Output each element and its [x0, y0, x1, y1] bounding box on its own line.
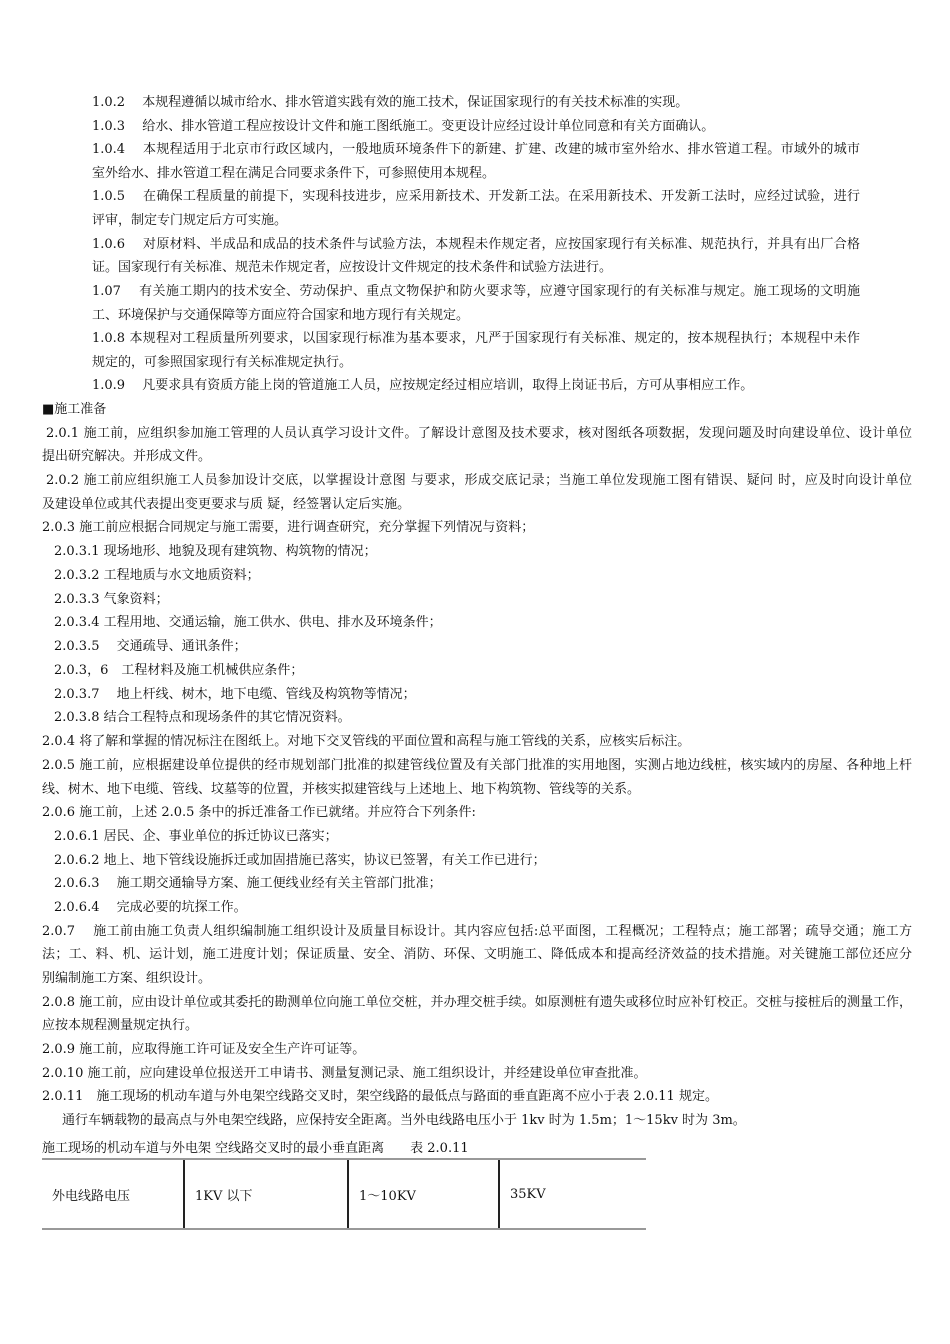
clause-2-0-3-2: 2.0.3.2 工程地质与水文地质资料； [54, 568, 260, 583]
table-number: 表 2.0.11 [410, 1141, 469, 1156]
clause-2-0-6-1: 2.0.6.1 居民、企、事业单位的拆迁协议已落实； [54, 829, 338, 844]
clause-2-0-6-2: 2.0.6.2 地上、地下管线设施拆迁或加固措施已落实，协议已签署，有关工作已进行； [54, 853, 546, 868]
clause-2-0-11-cont: 通行车辆载物的最高点与外电架空线路，应保持安全距离。当外电线路电压小于 1kv 时为 1.5m；1～15kv 时为 3m。 [62, 1113, 746, 1128]
clause-1-0-8-cont: 规定的，可参照国家现行有关标准规定执行。 [92, 355, 353, 370]
table-row [42, 1159, 646, 1229]
clause-2-0-11: 2.0.11 施工现场的机动车道与外电架空线路交叉时，架空线路的最低点与路面的垂直距离不应小于表 2.0.11 规定。 [42, 1089, 718, 1104]
clause-2-0-7-cont: 法；工、料、机、运计划，施工进度计划；保证质量、安全、消防、环保、文明施工、降低成本和提高经济效益的技术措施。对关键施工部位还应分 [42, 947, 912, 962]
clause-2-0-8: 2.0.8 施工前，应由设计单位或其委托的勘测单位向施工单位交桩，并办理交桩手续。如原测桩有遗失或移位时应补钉校正。交桩与接桩后的测量工作， [42, 995, 912, 1010]
voltage-clearance-table [42, 1158, 646, 1230]
clause-1-0-5: 1.0.5 在确保工程质量的前提下，实现科技进步，应采用新技术、开发新工法。在采用新技术、开发新工法时，应经过试验，进行 [92, 189, 860, 204]
clause-2-0-2: 2.0.2 施工前应组织施工人员参加设计交底，以掌握设计意图 与要求，形成交底记录；当施工单位发现施工图有错误、疑问 时，应及时向设计单位 [46, 473, 912, 488]
section-heading: ■施工准备 [42, 402, 107, 417]
clause-2-0-3-7: 2.0.3.7 地上杆线、树木，地下电缆、管线及构筑物等情况； [54, 687, 416, 702]
clause-2-0-2-cont: 及建设单位或其代表提出变更要求与质 疑，经签署认定后实施。 [42, 497, 411, 512]
table-caption-title: 施工现场的机动车道与外电架 空线路交叉时的最小垂直距离 [42, 1141, 385, 1156]
clause-2-0-1: 2.0.1 施工前，应组织参加施工管理的人员认真学习设计文件。了解设计意图及技术要求，核对图纸各项数据，发现问题及时向建设单位、设计单位 [46, 426, 912, 441]
clause-2-0-7-cont2: 别编制施工方案、组织设计。 [42, 971, 212, 986]
clause-1-0-3: 1.0.3 给水、排水管道工程应按设计文件和施工图纸施工。变更设计应经过设计单位同意和有关方面确认。 [92, 119, 715, 134]
table-cell: 1KV 以下 [184, 1159, 348, 1229]
clause-2-0-8-cont: 应按本规程测量规定执行。 [42, 1018, 199, 1033]
clause-1-0-6-cont: 证。国家现行有关标准、规范未作规定者，应按设计文件规定的技术条件和试验方法进行。 [92, 260, 613, 275]
clause-2-0-3-6: 2.0.3，6 工程材料及施工机械供应条件； [54, 663, 304, 678]
clause-1-0-7-cont: 工、环境保护与交通保障等方面应符合国家和地方现行有关规定。 [92, 308, 470, 323]
clause-1-0-9: 1.0.9 凡要求具有资质方能上岗的管道施工人员，应按规定经过相应培训，取得上岗证书后，方可从事相应工作。 [92, 378, 754, 393]
clause-2-0-7: 2.0.7 施工前由施工负责人组织编制施工组织设计及质量目标设计。其内容应包括:总平面图，工程概况；工程特点；施工部署；疏导交通；施工方 [42, 924, 912, 939]
clause-2-0-4: 2.0.4 将了解和掌握的情况标注在图纸上。对地下交叉管线的平面位置和高程与施工管线的关系，应核实后标注。 [42, 734, 691, 749]
clause-2-0-5: 2.0.5 施工前，应根据建设单位提供的经市规划部门批准的拟建管线位置及有关部门批准的实用地图，实测占地边线桩，核实域内的房屋、各种地上杆 [42, 758, 912, 773]
clause-2-0-3-8: 2.0.3.8 结合工程特点和现场条件的其它情况资料。 [54, 710, 351, 725]
clause-2-0-10: 2.0.10 施工前，应向建设单位报送开工申请书、测量复测记录、施工组织设计，并经建设单位审查批准。 [42, 1066, 647, 1081]
table-caption [42, 1137, 469, 1156]
clause-2-0-3-3: 2.0.3.3 气象资料； [54, 592, 169, 607]
clause-2-0-6-4: 2.0.6.4 完成必要的坑探工作。 [54, 900, 247, 915]
clause-2-0-3-1: 2.0.3.1 现场地形、地貌及现有建筑物、构筑物的情况； [54, 544, 377, 559]
clause-1-0-8: 1.0.8 本规程对工程质量所列要求，以国家现行标准为基本要求，凡严于国家现行有关标准、规定的，按本规程执行；本规程中未作 [92, 331, 860, 346]
clause-2-0-6-3: 2.0.6.3 施工期交通输导方案、施工便线业经有关主管部门批准； [54, 876, 442, 891]
clause-1-0-4-cont: 室外给水、排水管道工程在满足合同要求条件下，可参照使用本规程。 [92, 166, 496, 181]
clause-2-0-3-4: 2.0.3.4 工程用地、交通运输，施工供水、供电、排水及环境条件； [54, 615, 442, 630]
table-cell: 外电线路电压 [42, 1159, 184, 1229]
table-cell: 35KV [499, 1159, 646, 1229]
clause-2-0-5-cont: 线、树木、地下电缆、管线、坟墓等的位置，并核实拟建管线与上述地上、地下构筑物、管线等的关系。 [42, 782, 641, 797]
clause-1-0-6: 1.0.6 对原材料、半成品和成品的技术条件与试验方法，本规程未作规定者，应按国家现行有关标准、规范执行，并具有出厂合格 [92, 237, 860, 252]
clause-2-0-3-5: 2.0.3.5 交通疏导、通讯条件； [54, 639, 247, 654]
clause-1-0-5-cont: 评审，制定专门规定后方可实施。 [92, 213, 288, 228]
clause-1-0-7: 1.07 有关施工期内的技术安全、劳动保护、重点文物保护和防火要求等，应遵守国家现行的有关标准与规定。施工现场的文明施 [92, 284, 860, 299]
clause-1-0-4: 1.0.4 本规程适用于北京市行政区域内，一般地质环境条件下的新建、扩建、改建的城市室外给水、排水管道工程。市域外的城市 [92, 142, 860, 157]
clause-2-0-3: 2.0.3 施工前应根据合同规定与施工需要，进行调查研究，充分掌握下列情况与资料； [42, 520, 535, 535]
clause-2-0-1-cont: 提出研究解决。并形成文件。 [42, 449, 212, 464]
table-cell: 1～10KV [348, 1159, 499, 1229]
clause-2-0-6: 2.0.6 施工前，上述 2.0.5 条中的拆迁准备工作已就绪。并应符合下列条件: [42, 805, 476, 820]
clause-1-0-2: 1.0.2 本规程遵循以城市给水、排水管道实践有效的施工技术，保证国家现行的有关技术标准的实现。 [92, 95, 689, 110]
clause-2-0-9: 2.0.9 施工前，应取得施工许可证及安全生产许可证等。 [42, 1042, 366, 1057]
